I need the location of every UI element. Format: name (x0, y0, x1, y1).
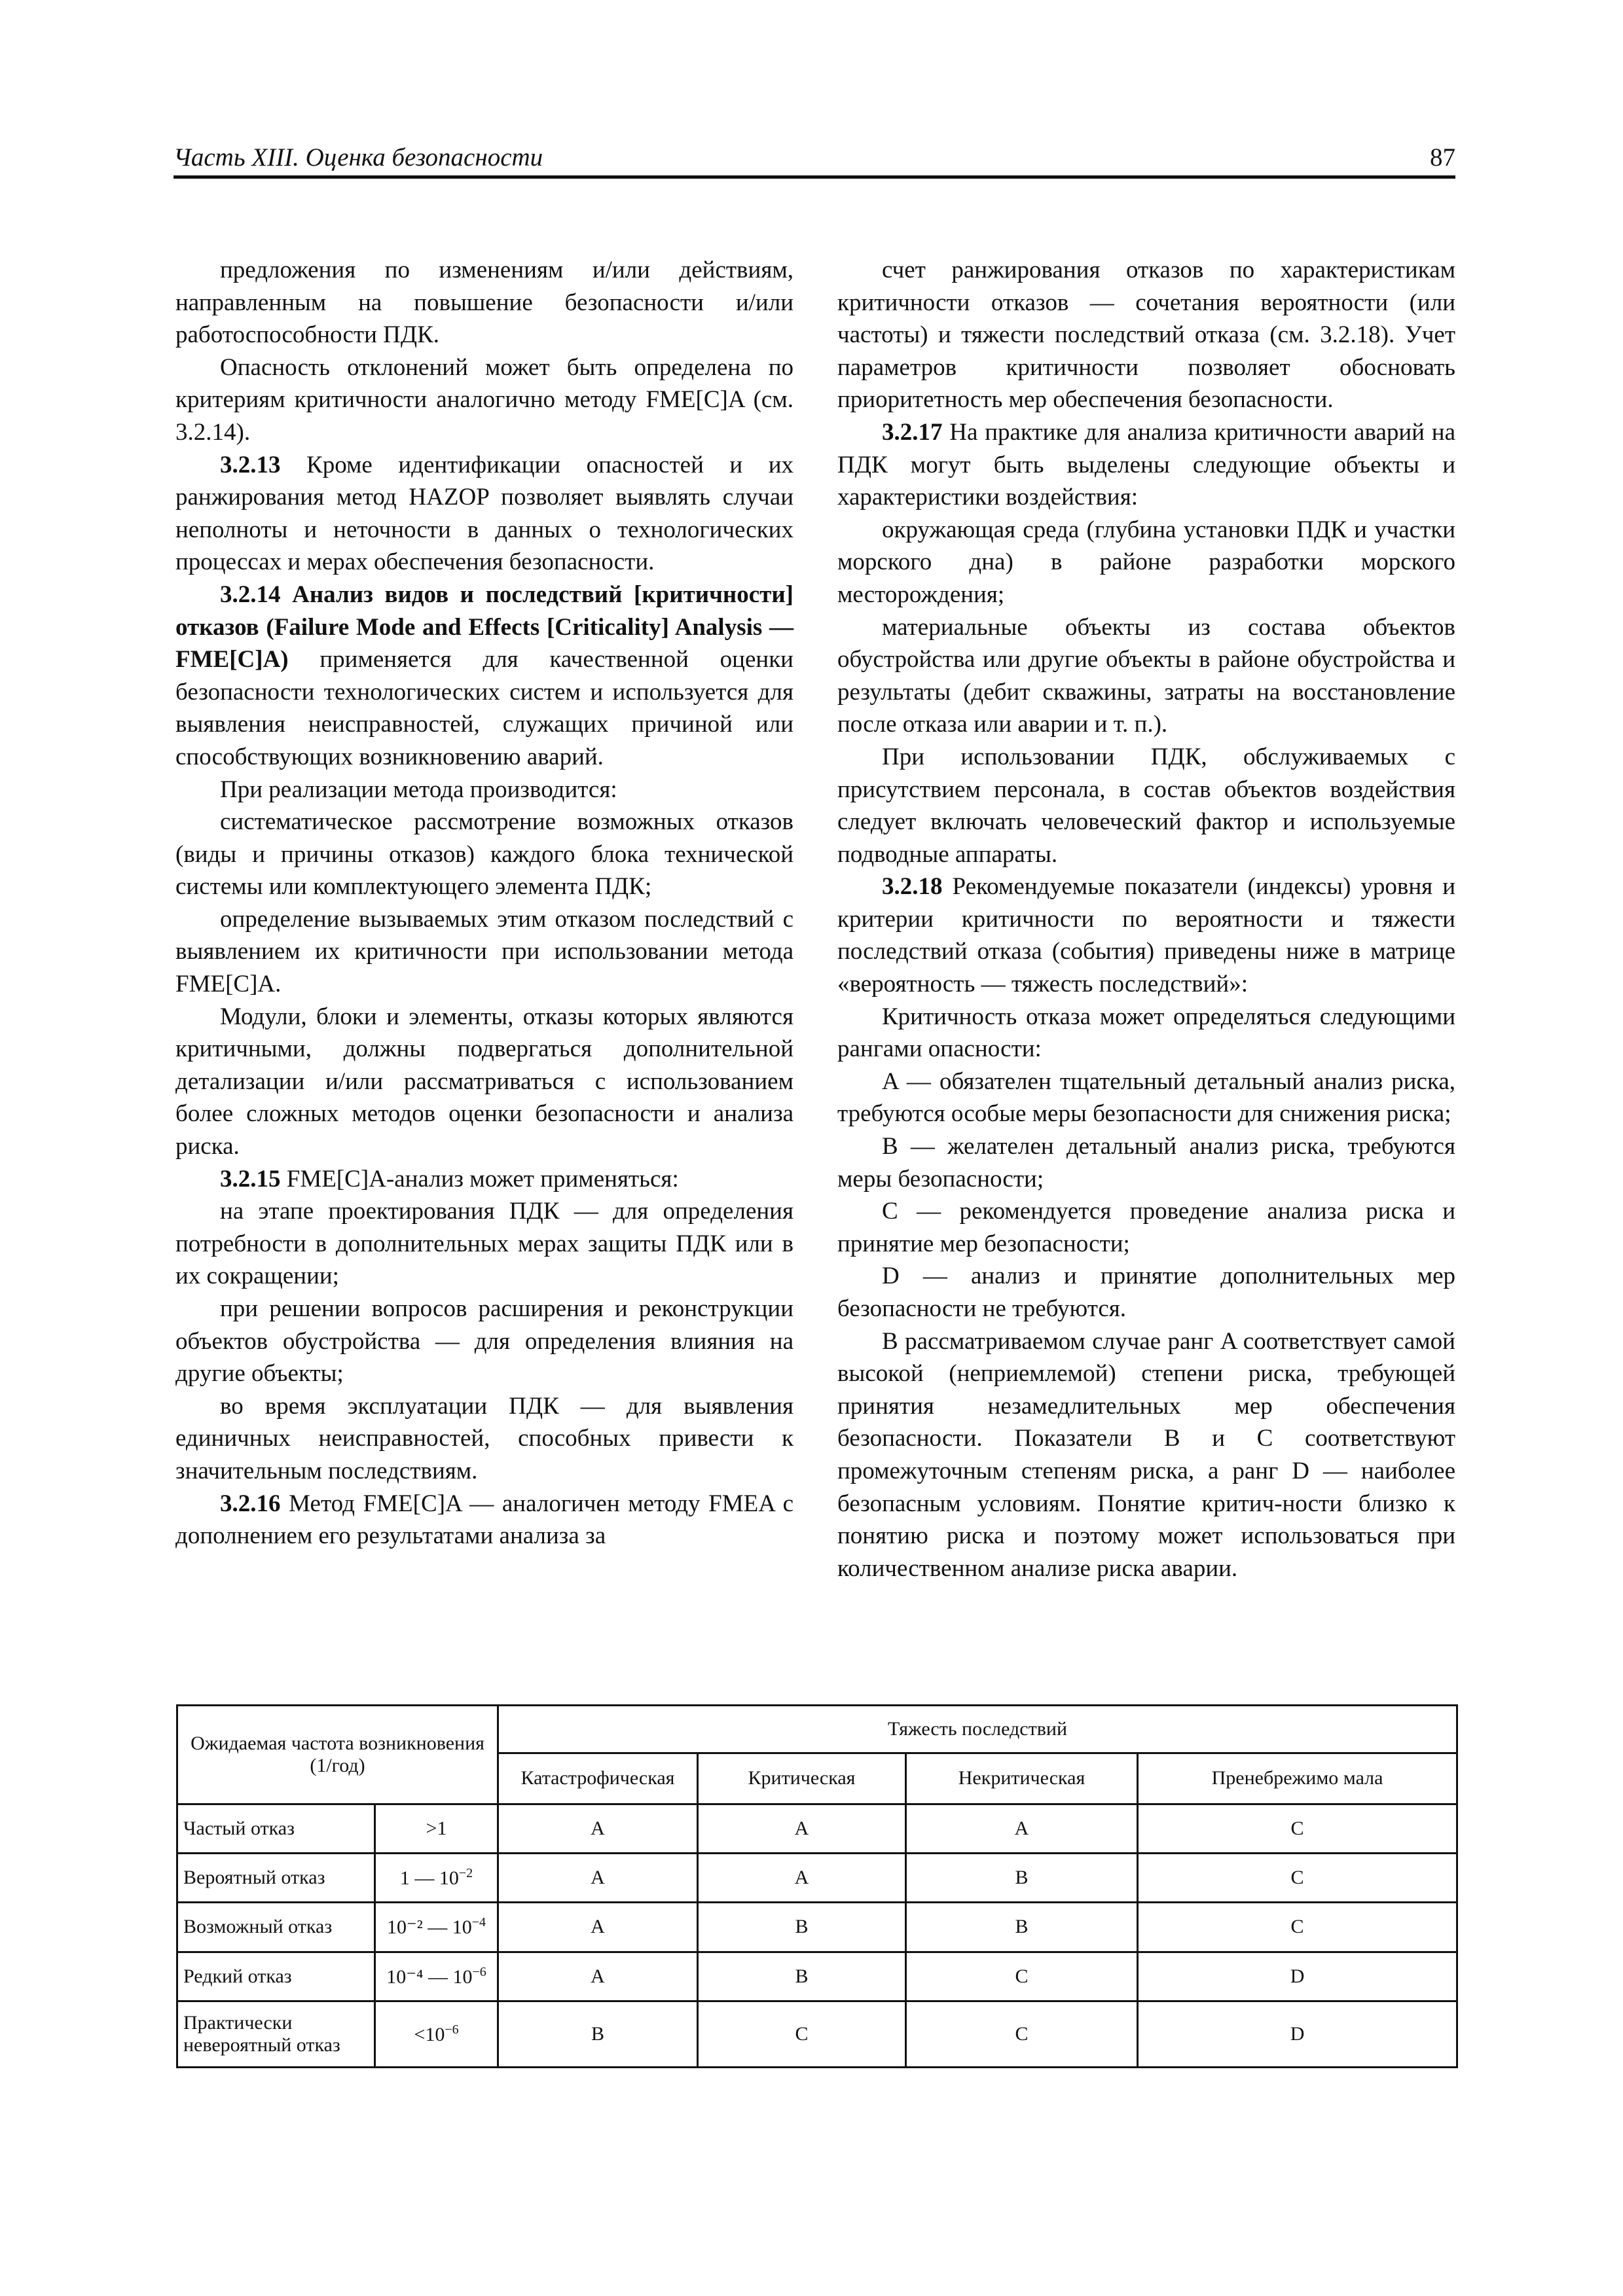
rank-cell: B (698, 1952, 906, 2001)
paragraph (837, 1260, 1455, 1325)
frequency-cell (375, 1804, 498, 1853)
col-header-noncritical: Некритическая (906, 1753, 1138, 1804)
frequency-exponent: −2 (458, 1866, 473, 1881)
paragraph-text: определение вызываемых этим отказом последствий с выявлением их критичности при использовании метода FME[C]A. (175, 905, 793, 998)
paragraph-text: В рассматриваемом случае ранг A соответствует самой высокой (неприемлемой) степени риска, требующей принятия незамедлительных мер обеспечения безопасности. Показатели B и C соответствуют промежуточным степеням риска, а ранг D — наиболее безопасным условиям. Понятие критич-ности близко к понятию риска и поэтому может использоваться при количественном анализе риска аварии. (837, 1327, 1455, 1582)
rank-cell: C (906, 1952, 1138, 2001)
paragraph (837, 1325, 1455, 1585)
rank-cell: B (698, 1903, 906, 1952)
running-title: Часть XIII. Оценка безопасности (173, 143, 543, 171)
right-text-column (837, 254, 1455, 1585)
risk-matrix-table (176, 1704, 1458, 2068)
paragraph (837, 514, 1455, 611)
rank-cell: B (498, 2001, 698, 2067)
rank-cell: B (906, 1903, 1138, 1952)
paragraph-text: применяется для качественной оценки безопасности технологических систем и используется для выявления неисправностей, служащих причиной или способствующих возникновению аварий. (175, 646, 793, 770)
rank-cell: C (698, 2001, 906, 2067)
paragraph (837, 1001, 1455, 1066)
frequency-value: 10⁻⁴ — 10 (386, 1965, 473, 1988)
frequency-value: <10 (414, 2023, 445, 2045)
page-number: 87 (1430, 143, 1455, 171)
paragraph (175, 1001, 793, 1163)
frequency-cell (375, 1952, 498, 2001)
paragraph-text: C — рекомендуется проведение анализа риска и принятие мер безопасности; (837, 1198, 1455, 1257)
paragraph-text: материальные объекты из состава объектов обустройства или другие объекты в районе обустройства и результаты (дебит скважины, затраты на восстановление после отказа или аварии и т. п.). (837, 613, 1455, 738)
frequency-header: Ожидаемая частота возникновения (1/год) (177, 1706, 498, 1804)
frequency-cell (375, 1903, 498, 1952)
paragraph (175, 1195, 793, 1293)
rank-cell: B (906, 1853, 1138, 1902)
paragraph-text: Опасность отклонений может быть определена по критериям критичности аналогично методу FME[C]A (см. 3.2.14). (175, 353, 793, 446)
clause-heading: 3.2.18 (882, 873, 943, 901)
paragraph-text: окружающая среда (глубина установки ПДК и участки морского дна) в районе разработки морского месторождения; (837, 516, 1455, 608)
paragraph (837, 870, 1455, 1000)
paragraph-text: систематическое рассмотрение возможных отказов (виды и причины отказов) каждого блока технической системы или комплектующего элемента ПДК; (175, 808, 793, 901)
paragraph (175, 774, 793, 806)
paragraph (837, 741, 1455, 870)
frequency-value: >1 (426, 1817, 447, 1839)
paragraph (175, 351, 793, 449)
frequency-exponent: −6 (445, 2022, 459, 2037)
paragraph-text: во время эксплуатации ПДК — для выявления единичных неисправностей, способных привести к значительным последствиям. (175, 1392, 793, 1484)
frequency-value: 10⁻² — 10 (386, 1916, 472, 1939)
paragraph-text: Рекомендуемые показатели (индексы) уровня и критерии критичности по вероятности и тяжести последствий отказа (события) приведены ниже в матрице «вероятность — тяжесть последствий»: (837, 873, 1455, 998)
table-row (177, 1853, 1457, 1902)
paragraph-text: Метод FME[C]A — аналогичен методу FMEA с дополнением его результатами анализа за (175, 1490, 793, 1550)
paragraph-text: На практике для анализа критичности аварий на ПДК могут быть выделены следующие объекты и характеристики воздействия: (837, 418, 1455, 511)
paragraph-text: B — желателен детальный анализ риска, требуются меры безопасности; (837, 1133, 1455, 1193)
rank-cell: A (698, 1853, 906, 1902)
paragraph (175, 903, 793, 1001)
frequency-cell (375, 2001, 498, 2067)
paragraph (837, 1066, 1455, 1130)
row-label: Возможный отказ (177, 1903, 375, 1952)
rank-cell: C (906, 2001, 1138, 2067)
paragraph (175, 1390, 793, 1488)
paragraph-text: При использовании ПДК, обслуживаемых с присутствием персонала, в состав объектов воздействия следует включать человеческий фактор и используемые подводные аппараты. (837, 743, 1455, 868)
paragraph (837, 611, 1455, 741)
paragraph (837, 416, 1455, 514)
paragraph (837, 254, 1455, 416)
col-header-negligible: Пренебрежимо мала (1138, 1753, 1457, 1804)
table-row (177, 1952, 1457, 2001)
rank-cell: A (698, 1804, 906, 1853)
row-label: Частый отказ (177, 1804, 375, 1853)
paragraph (175, 579, 793, 774)
col-header-critical: Критическая (698, 1753, 906, 1804)
paragraph (175, 1488, 793, 1552)
severity-header: Тяжесть последствий (498, 1706, 1457, 1753)
paragraph (837, 1130, 1455, 1195)
clause-heading: 3.2.14 Анализ видов и последствий [критичности] отказов (Failure Mode and Effects [Criticality] Analysis — FME[C]A) (175, 581, 793, 673)
clause-heading: 3.2.16 (220, 1490, 281, 1517)
col-header-catastrophic: Катастрофическая (498, 1753, 698, 1804)
frequency-cell (375, 1853, 498, 1902)
table-row (177, 1804, 1457, 1853)
row-label: Редкий отказ (177, 1952, 375, 2001)
rank-cell: A (498, 1804, 698, 1853)
rank-cell: A (498, 1853, 698, 1902)
paragraph (175, 254, 793, 351)
paragraph (837, 1195, 1455, 1260)
paragraph-text: на этапе проектирования ПДК — для определения потребности в дополнительных мерах защиты ПДК или в их сокращении; (175, 1198, 793, 1290)
paragraph-text: при решении вопросов расширения и реконструкции объектов обустройства — для определения влияния на другие объекты; (175, 1295, 793, 1388)
paragraph-text: предложения по изменениям и/или действиям, направленным на повышение безопасности и/или работоспособности ПДК. (175, 257, 793, 349)
rank-cell: C (1138, 1853, 1457, 1902)
paragraph-text: Кроме идентификации опасностей и их ранжирования метод HAZOP позволяет выявлять случаи неполноты и неточности в данных о технологических процессах и мерах обеспечения безопасности. (175, 451, 793, 576)
clause-heading: 3.2.15 (220, 1165, 281, 1193)
paragraph (175, 806, 793, 903)
rank-cell: C (1138, 1903, 1457, 1952)
row-label: Практически невероятный отказ (177, 2001, 375, 2067)
paragraph-text: A — обязателен тщательный детальный анализ риска, требуются особые меры безопасности для снижения риска; (837, 1067, 1455, 1128)
frequency-exponent: −6 (472, 1964, 486, 1979)
paragraph-text: Модули, блоки и элементы, отказы которых являются критичными, должны подвергаться дополнительной детализации и/или рассматриваться с использованием более сложных методов оценки безопасности и анализа риска. (175, 1003, 793, 1160)
row-label: Вероятный отказ (177, 1853, 375, 1902)
rank-cell: D (1138, 2001, 1457, 2067)
clause-heading: 3.2.13 (220, 451, 281, 478)
rank-cell: A (498, 1903, 698, 1952)
paragraph-text: D — анализ и принятие дополнительных мер безопасности не требуются. (837, 1263, 1455, 1322)
table-row (177, 2001, 1457, 2067)
paragraph (175, 1163, 793, 1196)
table-row (177, 1903, 1457, 1952)
frequency-exponent: −4 (471, 1915, 486, 1930)
rank-cell: A (498, 1952, 698, 2001)
page-header (173, 143, 1455, 179)
paragraph (175, 1293, 793, 1390)
paragraph-text: FME[C]A-анализ может применяться: (280, 1165, 679, 1193)
left-text-column (175, 254, 793, 1552)
paragraph-text: счет ранжирования отказов по характеристикам критичности отказов — сочетания вероятности (или частоты) и тяжести последствий отказа (см. 3.2.18). Учет параметров критичности позволяет обосновать приоритетность мер обеспечения безопасности. (837, 257, 1455, 414)
rank-cell: A (906, 1804, 1138, 1853)
rank-cell: D (1138, 1952, 1457, 2001)
paragraph-text: При реализации метода производится: (220, 776, 617, 803)
rank-cell: C (1138, 1804, 1457, 1853)
frequency-value: 1 — 10 (399, 1867, 459, 1890)
paragraph (175, 449, 793, 579)
paragraph-text: Критичность отказа может определяться следующими рангами опасности: (837, 1003, 1455, 1063)
clause-heading: 3.2.17 (882, 418, 943, 446)
